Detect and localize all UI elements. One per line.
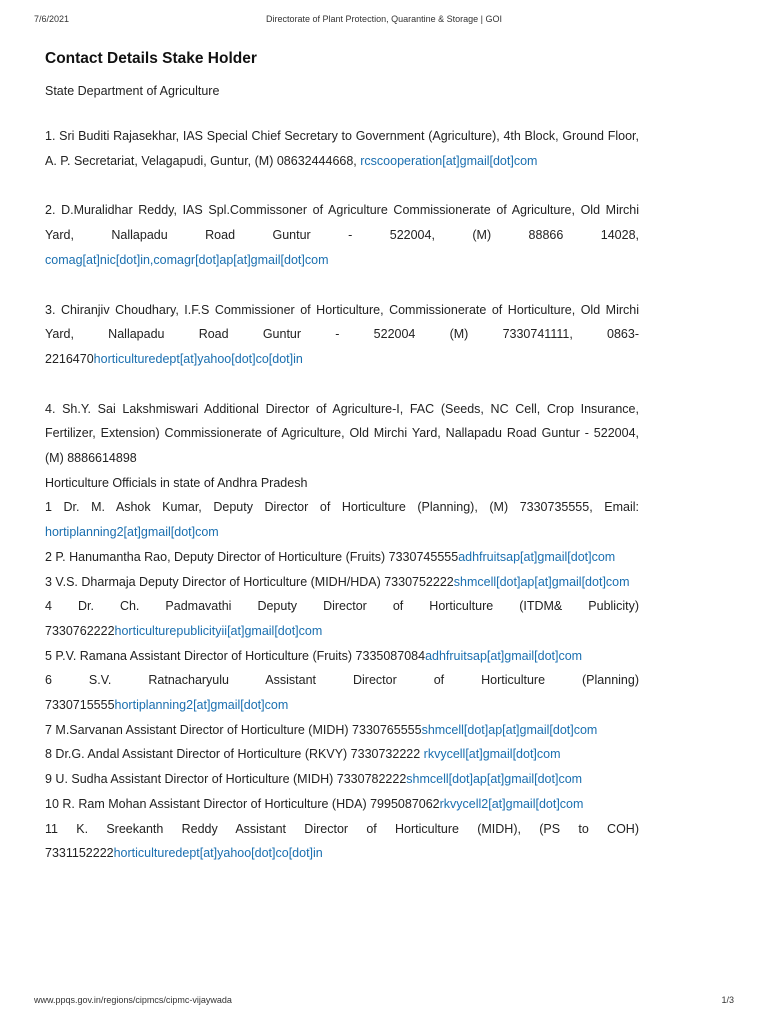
horticulture-official-2 [45, 545, 639, 570]
state-contact-3 [45, 298, 639, 372]
official-text: 2 P. Hanumantha Rao, Deputy Director of Horticulture (Fruits) 7330745555 [45, 549, 459, 564]
official-email-link[interactable]: adhfruitsap[at]gmail[dot]com [425, 648, 583, 663]
official-text: 1 Dr. M. Ashok Kumar, Deputy Director of Horticulture (Planning), (M) 7330735555, Email: [45, 500, 639, 515]
page-title: Contact Details Stake Holder [45, 50, 257, 67]
official-text: 5 P.V. Ramana Assistant Director of Horticulture (Fruits) 7335087084 [45, 648, 426, 663]
official-email-link[interactable]: hortiplanning2[at]gmail[dot]com [114, 698, 289, 713]
official-text: 4 Dr. Ch. Padmavathi Deputy Director of Horticulture (ITDM& Publicity) 7330762222 [45, 599, 639, 638]
print-date: 7/6/2021 [34, 14, 70, 24]
print-site-title: Directorate of Plant Protection, Quarantine & Storage | GOI [266, 14, 502, 24]
contact-email-link[interactable]: horticulturedept[at]yahoo[dot]co[dot]in [93, 351, 303, 366]
horticulture-official-9 [45, 767, 639, 792]
official-email-link[interactable]: rkvycell[at]gmail[dot]com [423, 747, 561, 762]
official-text: 10 R. Ram Mohan Assistant Director of Horticulture (HDA) 7995087062 [45, 796, 440, 811]
official-text: 6 S.V. Ratnacharyulu Assistant Director of Horticulture (Planning) 7330715555 [45, 673, 639, 713]
contact-text: 4. Sh.Y. Sai Lakshmiswari Additional Director of Agriculture-I, FAC (Seeds, NC Cell, Crop Insurance, Fertilizer, Extension) Commissionerate of Agriculture, Old Mirchi Yard, Nallapadu Road Guntur - 522004, (M) 8886614898 [45, 401, 639, 466]
horticulture-official-4 [45, 594, 639, 643]
print-page-number: 1/3 [721, 995, 734, 1005]
horticulture-official-3 [45, 570, 639, 595]
page-content [45, 48, 639, 866]
contact-email-link[interactable]: rcscooperation[at]gmail[dot]com [360, 153, 538, 168]
contact-text: 2. D.Muralidhar Reddy, IAS Spl.Commissoner of Agriculture Commissionerate of Agriculture, Old Mirchi Yard, Nallapadu Road Guntur - 522004, (M) 88866 14028, [45, 203, 639, 243]
official-text: 7 M.Sarvanan Assistant Director of Horticulture (MIDH) 7330765555 [45, 722, 422, 737]
horticulture-official-10 [45, 792, 639, 817]
official-email-link[interactable]: hortiplanning2[at]gmail[dot]com [45, 525, 219, 540]
official-text: 9 U. Sudha Assistant Director of Horticulture (MIDH) 7330782222 [45, 772, 407, 787]
horticulture-official-11 [45, 817, 639, 866]
official-text: 3 V.S. Dharmaja Deputy Director of Horticulture (MIDH/HDA) 7330752222 [45, 574, 454, 589]
contact-text: 1. Sri Buditi Rajasekhar, IAS Special Chief Secretary to Government (Agriculture), 4th Block, Ground Floor, A. P. Secretariat, Velagapudi, Guntur, (M) 08632444668, [45, 129, 639, 168]
official-email-link[interactable]: shmcell[dot]ap[at]gmail[dot]com [453, 574, 630, 589]
print-url: www.ppqs.gov.in/regions/cipmcs/cipmc-vijaywada [34, 995, 232, 1005]
horticulture-heading: Horticulture Officials in state of Andhra Pradesh [45, 475, 308, 490]
page-subtitle: State Department of Agriculture [45, 84, 220, 98]
state-contact-4 [45, 397, 639, 471]
horticulture-official-1 [45, 495, 639, 544]
official-email-link[interactable]: rkvycell2[at]gmail[dot]com [439, 796, 584, 811]
official-email-link[interactable]: shmcell[dot]ap[at]gmail[dot]com [421, 722, 598, 737]
horticulture-official-6 [45, 668, 639, 717]
horticulture-official-7 [45, 718, 639, 743]
official-text: 8 Dr.G. Andal Assistant Director of Horticulture (RKVY) 7330732222 [45, 747, 424, 762]
official-email-link[interactable]: shmcell[dot]ap[at]gmail[dot]com [406, 772, 583, 787]
official-text: 11 K. Sreekanth Reddy Assistant Director of Horticulture (MIDH), (PS to COH) 7331152222 [45, 821, 639, 861]
official-email-link[interactable]: horticulturedept[at]yahoo[dot]co[dot]in [113, 846, 323, 861]
official-email-link[interactable]: horticulturepublicityii[at]gmail[dot]com [114, 623, 323, 638]
state-contact-1 [45, 124, 639, 173]
official-email-link[interactable]: adhfruitsap[at]gmail[dot]com [458, 549, 616, 564]
contact-email-link[interactable]: comag[at]nic[dot]in,comagr[dot]ap[at]gmail[dot]com [45, 252, 329, 267]
horticulture-official-5 [45, 644, 639, 669]
horticulture-official-8 [45, 742, 639, 767]
contact-text: 3. Chiranjiv Choudhary, I.F.S Commissioner of Horticulture, Commissionerate of Horticulture, Old Mirchi Yard, Nallapadu Road Guntur - 522004 (M) 7330741111, 0863-2216470 [45, 302, 639, 366]
state-contact-2 [45, 198, 639, 272]
